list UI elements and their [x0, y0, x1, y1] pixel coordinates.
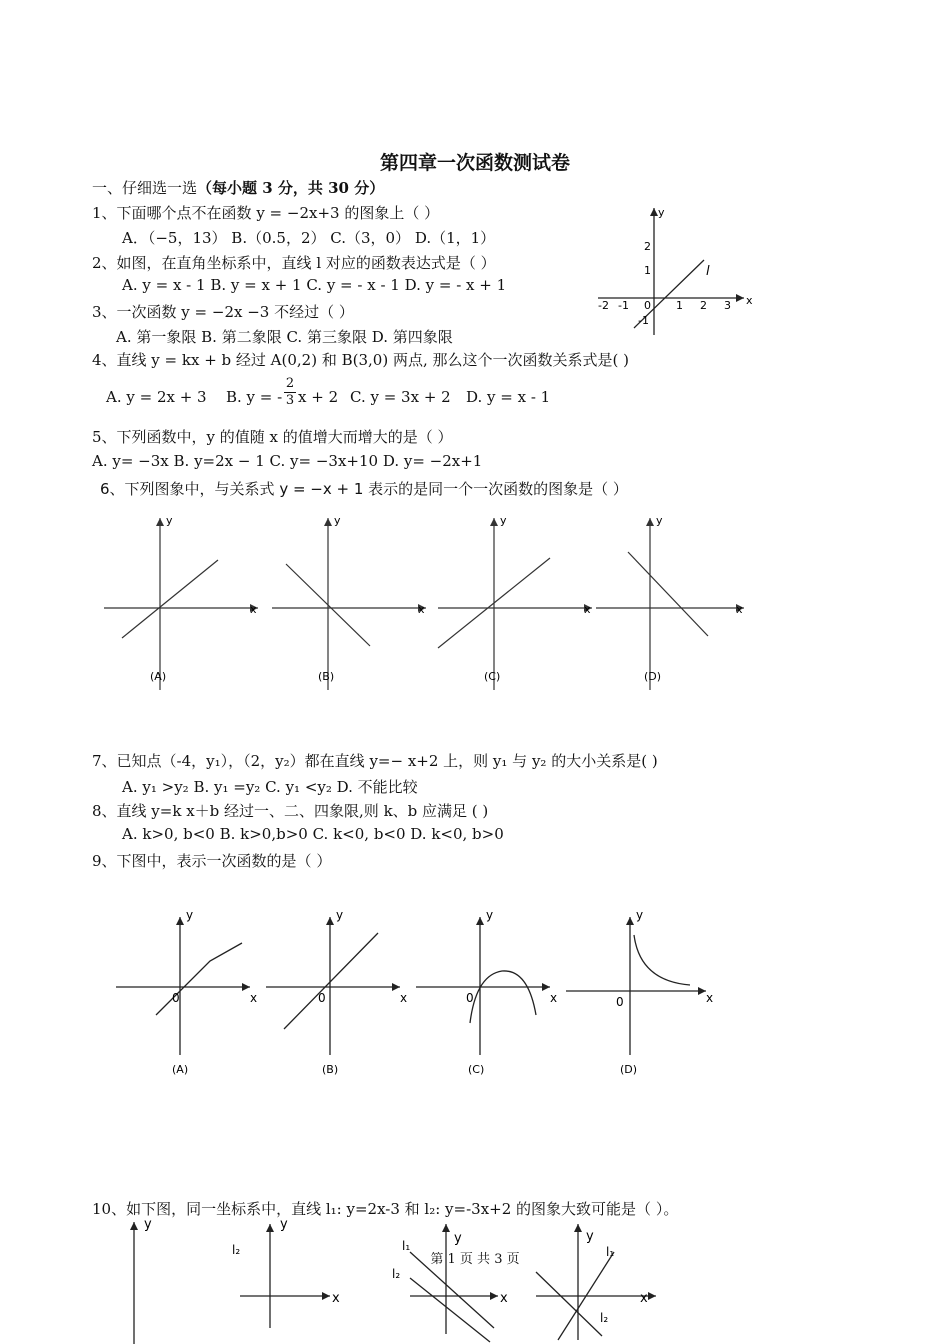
q9-graph-c [416, 908, 557, 1076]
x-label: x [550, 991, 558, 1005]
tick-y-1: 1 [644, 264, 651, 277]
q4-frac-num: 2 [285, 376, 295, 391]
q10-graph-c [392, 1224, 508, 1342]
y-label: y [586, 1229, 594, 1244]
y-label: y [486, 908, 494, 922]
choice-b-label: (B) [318, 670, 335, 683]
y-label: y [658, 206, 665, 219]
q1-stem: 1、下面哪个点不在函数 y = −2x+3 的图象上（ ） [92, 204, 440, 222]
section-heading [92, 177, 384, 198]
q4-frac-den: 3 [285, 393, 295, 408]
q10-graph-a [130, 1217, 152, 1344]
x-label: x [746, 294, 753, 307]
x-label: x [500, 1291, 508, 1306]
y-axis-arrow [650, 208, 658, 216]
l1-label: l₁ [402, 1239, 411, 1253]
q1-options: A．（−5，13） B.（0.5，2） C.（3，0） D.（1，1） [122, 229, 496, 247]
q6-graph-d [596, 514, 744, 690]
x-label: x [250, 991, 258, 1005]
choice-c-label: (C) [468, 1063, 485, 1076]
q9-line-b [284, 933, 378, 1029]
q6-line-a [122, 560, 218, 638]
q9-graph-a [116, 908, 257, 1076]
l2-label: l₂ [392, 1267, 401, 1281]
x-label: x [400, 991, 408, 1005]
y-label: y [144, 1217, 152, 1232]
tick-x-neg2: -2 [598, 299, 609, 312]
x-label: x [640, 1291, 648, 1306]
y-label: y [186, 908, 194, 922]
origin-label: 0 [318, 991, 326, 1005]
y-label: y [454, 1231, 462, 1246]
y-label: y [280, 1217, 288, 1232]
x-label: x [584, 603, 591, 616]
q6-graph-c [438, 514, 592, 690]
q6-stem: 6、下列图象中，与关系式 y = −x + 1 表示的是同一个一次函数的图象是（ ） [100, 480, 628, 498]
l-label: l [706, 264, 710, 279]
q2-graph [596, 200, 756, 340]
x-label: x [250, 603, 257, 616]
q7-options: A. y₁ >y₂ B. y₁ =y₂ C. y₁ <y₂ D. 不能比较 [122, 778, 418, 796]
q4-option-c: C. y = 3x + 2 [350, 388, 451, 406]
tick-x-3: 3 [724, 299, 731, 312]
q6-graphs [98, 510, 758, 700]
q4-option-d: D. y = x - 1 [466, 388, 551, 406]
l2-label: l₂ [600, 1311, 609, 1325]
x-label: x [332, 1291, 340, 1306]
page-title: 第四章一次函数测试卷 [379, 152, 570, 174]
q9-curve-a [156, 943, 242, 1015]
y-label: y [636, 908, 644, 922]
q9-graphs [110, 905, 720, 1085]
y-label: y [166, 514, 173, 527]
q4-fraction [284, 376, 296, 409]
q10-graph-d [536, 1224, 656, 1340]
q5-stem: 5、下列函数中，y 的值随 x 的值增大而增大的是（ ） [92, 428, 453, 446]
choice-d-label: (D) [620, 1063, 638, 1076]
q4-option-b-post: x + 2 [298, 388, 339, 406]
q9-curve-d [634, 935, 690, 985]
y-label: y [336, 908, 344, 922]
choice-b-label: (B) [322, 1063, 339, 1076]
q2-options: A. y = x - 1 B. y = x + 1 C. y = - x - 1 D. y = - x + 1 [122, 276, 507, 294]
choice-c-label: (C) [484, 670, 501, 683]
q8-stem: 8、直线 y=k x＋b 经过一、二、四象限,则 k、b 应满足 ( ) [92, 802, 489, 820]
q10-graphs [110, 1210, 670, 1344]
choice-a-label: (A) [150, 670, 167, 683]
origin-label: 0 [172, 991, 180, 1005]
tick-x-1: 1 [676, 299, 683, 312]
section-score: （每小题 3 分，共 30 分） [197, 179, 385, 197]
q6-graph-a [104, 514, 258, 690]
section-label: 一、仔细选一选 [92, 179, 198, 197]
q7-stem: 7、已知点（-4，y₁），（2，y₂）都在直线 y=− x+2 上，则 y₁ 与 y₂ 的大小关系是( ) [92, 752, 658, 770]
q5-options: A. y= −3x B. y=2x − 1 C. y= −3x+10 D. y= −2x+1 [92, 452, 483, 470]
y-label: y [500, 514, 507, 527]
y-label: y [656, 514, 663, 527]
l2-label: l₂ [232, 1243, 241, 1257]
origin-label: 0 [644, 299, 651, 312]
q3-options: A. 第一象限 B. 第二象限 C. 第三象限 D. 第四象限 [116, 328, 453, 346]
choice-a-label: (A) [172, 1063, 189, 1076]
q8-options: A. k>0, b<0 B. k>0,b>0 C. k<0, b<0 D. k<0, b>0 [122, 825, 504, 843]
q6-graph-b [272, 514, 426, 690]
l1-label: l₁ [606, 1245, 615, 1259]
tick-x-neg1: -1 [618, 299, 629, 312]
x-label: x [706, 991, 714, 1005]
q10-stem: 10、如下图，同一坐标系中，直线 l₁: y=2x-3 和 l₂: y=-3x+2 的图象大致可能是（ ）。 [92, 1200, 679, 1218]
origin-label: 0 [466, 991, 474, 1005]
q2-stem: 2、如图，在直角坐标系中，直线 l 对应的函数表达式是（ ） [92, 254, 496, 272]
q4-stem: 4、直线 y = kx + b 经过 A(0,2) 和 B(3,0) 两点, 那么这个一次函数关系式是( ) [92, 351, 629, 369]
x-label: x [418, 603, 425, 616]
q9-graph-b [266, 908, 407, 1076]
q4-option-a: A. y = 2x + 3 [106, 388, 207, 406]
q10-line-l2 [536, 1272, 602, 1336]
q3-stem: 3、一次函数 y = −2x −3 不经过（ ） [92, 303, 354, 321]
choice-d-label: (D) [644, 670, 662, 683]
tick-y-2: 2 [644, 240, 651, 253]
y-label: y [334, 514, 341, 527]
q9-graph-d [566, 908, 713, 1076]
q6-line-d [628, 552, 708, 636]
tick-x-2: 2 [700, 299, 707, 312]
q10-graph-b [232, 1217, 340, 1328]
origin-label: 0 [616, 995, 624, 1009]
q4-option-b-pre: B. y = - [226, 388, 283, 406]
x-axis-arrow [736, 294, 744, 302]
page-footer: 第 1 页 共 3 页 [430, 1252, 520, 1267]
tick-y-neg1: -1 [638, 314, 649, 327]
q9-stem: 9、下图中，表示一次函数的是（ ） [92, 852, 332, 870]
x-label: x [736, 603, 743, 616]
